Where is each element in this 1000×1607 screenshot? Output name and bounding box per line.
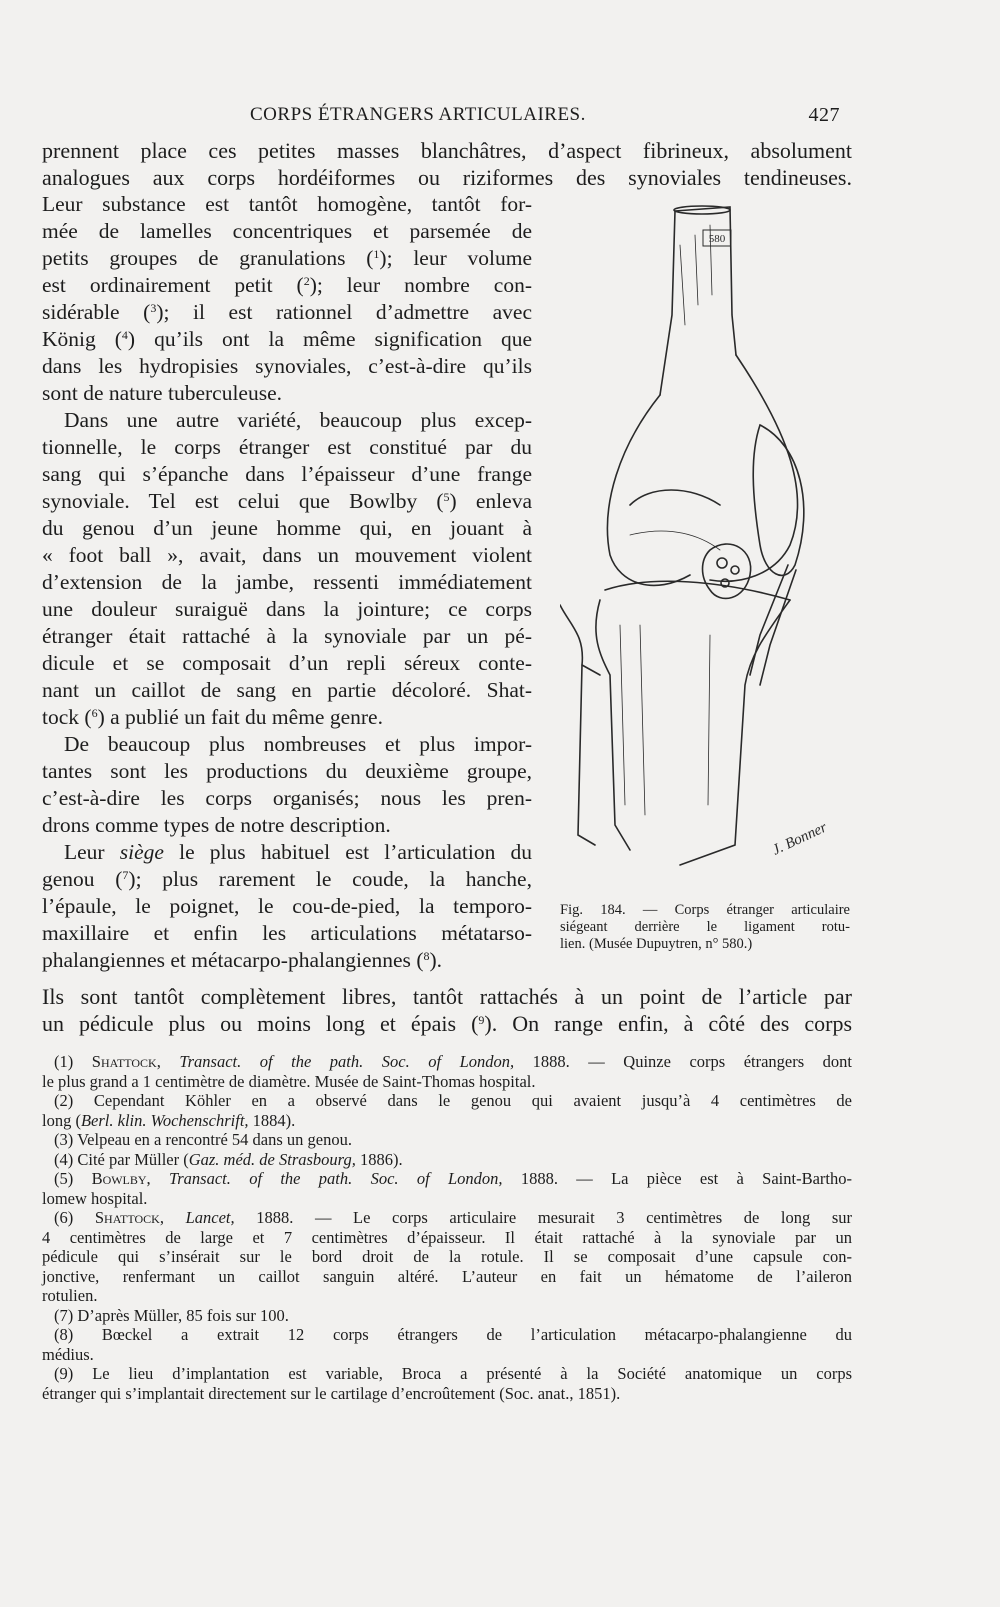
figure-caption: Fig. 184. — Corps étranger articulaire siégeant derrière le ligament rotu- lien. (Musée Dupuytren, n° 580.) <box>560 902 850 952</box>
text-line: drons comme types de notre description. <box>42 813 391 837</box>
text-line: Ils sont tantôt complètement libres, tantôt rattachés à un point de l’article par <box>42 984 852 1009</box>
text-line: nant un caillot de sang en partie décoloré. Shat- <box>42 678 532 702</box>
text-line: sidérable ($^3$); il est rationnel d’admettre avec <box>42 300 532 324</box>
text-line: Dans une autre variété, beaucoup plus excep- <box>64 408 532 432</box>
text-line: mée de lamelles concentriques et parsemée de <box>42 219 532 243</box>
footnote-line: médius. <box>42 1344 94 1364</box>
text-line: tock ($^6$) a publié un fait du même genre. <box>42 705 383 729</box>
text-line: c’est-à-dire les corps organisés; nous les pren- <box>42 786 532 810</box>
text-line: dicule et se composait d’un repli séreux conte- <box>42 651 532 675</box>
text-line: synoviale. Tel est celui que Bowlby ($^5$) enleva <box>42 489 532 513</box>
footnote-ref: 8 <box>423 949 430 963</box>
text-line: König ($^4$) qu’ils ont la même signification que <box>42 327 532 351</box>
footnote: (5) Bowlby, Transact. of the path. Soc. of London, 1888. — La pièce est à Saint-Bartho- <box>54 1169 852 1188</box>
text-line: un pédicule plus ou moins long et épais ($^9$). On range enfin, à côté des corps <box>42 1011 853 1036</box>
footnote-ref: 9 <box>478 1013 485 1027</box>
footnote-line: jonctive, renfermant un caillot sanguin altéré. L’auteur en fait un hématome de l’aileron <box>42 1266 852 1286</box>
running-header <box>250 104 840 132</box>
text-line: tantes sont les productions du deuxième groupe, <box>42 759 532 783</box>
footnote-ref: 1 <box>373 247 380 261</box>
footnote-ref: 3 <box>150 301 157 315</box>
footnote-line: le plus grand a 1 centimètre de diamètre. Musée de Saint-Thomas hospital. <box>42 1071 536 1091</box>
running-title: CORPS ÉTRANGERS ARTICULAIRES. <box>250 104 586 125</box>
text-line: Leur siège le plus habituel est l’articulation du <box>64 840 532 864</box>
text-line: l’épaule, le poignet, le cou-de-pied, la temporo- <box>42 894 532 918</box>
text-line: phalangiennes et métacarpo-phalangiennes ($^8$). <box>42 948 443 972</box>
text-line: sont de nature tuberculeuse. <box>42 381 282 405</box>
engraver-signature: J. Bonner <box>769 819 830 859</box>
text-line: analogues aux corps hordéiformes ou riziformes des synoviales tendineuses. <box>42 165 852 190</box>
footnote-line: lomew hospital. <box>42 1188 148 1208</box>
footnote: (6) Shattock, Lancet, 1888. — Le corps articulaire mesurait 3 centimètres de long sur <box>54 1208 853 1227</box>
footnote-line: rotulien. <box>42 1286 98 1305</box>
footnote: (1) Shattock, Transact. of the path. Soc. of London, 1888. — Quinze corps étrangers dont <box>54 1052 853 1071</box>
footnote-line: long (Berl. klin. Wochenschrift, 1884). <box>42 1110 296 1130</box>
text-column <box>42 191 532 974</box>
text-line: prennent place ces petites masses blanchâtres, d’aspect fibrineux, absolument <box>42 138 852 163</box>
footnote: (4) Cité par Müller (Gaz. méd. de Strasbourg, 1886). <box>54 1149 403 1169</box>
footnote-line: étranger qui s’implantait directement sur le cartilage d’encroûtement (Soc. anat., 1851). <box>42 1383 621 1403</box>
text-line: maxillaire et enfin les articulations métatarso- <box>42 921 532 945</box>
text-line: étranger était rattaché à la synoviale par un pé- <box>42 624 532 648</box>
page-number: 427 <box>808 104 840 126</box>
text-line: dans les hydropisies synoviales, c’est-à-dire qu’ils <box>42 354 532 378</box>
footnotes <box>42 1052 852 1403</box>
text-line: genou ($^7$); plus rarement le coude, la hanche, <box>42 867 532 891</box>
text-line: Leur substance est tantôt homogène, tantôt for- <box>42 192 532 216</box>
text-line: « foot ball », avait, dans un mouvement violent <box>42 543 532 567</box>
knee-joint-illustration <box>560 205 850 895</box>
text-line: une douleur suraiguë dans la jointure; ce corps <box>42 597 532 621</box>
footnote: (2) Cependant Köhler en a observé dans le genou qui avaient jusqu’à 4 centimètres de <box>54 1091 852 1110</box>
footnote-ref: 7 <box>122 868 129 882</box>
specimen-label: 580 <box>708 233 726 245</box>
text-line: est ordinairement petit ($^2$); leur nombre con- <box>42 273 532 297</box>
text-line: tionnelle, le corps étranger est constitué par du <box>42 435 532 459</box>
footnote: (8) Bœckel a extrait 12 corps étrangers de l’articulation métacarpo-phalangienne du <box>54 1325 852 1344</box>
footnote: (7) D’après Müller, 85 fois sur 100. <box>54 1305 289 1325</box>
footnote-line: 4 centimètres de large et 7 centimètres d’épaisseur. Il était rattaché à la synoviale par un <box>42 1227 852 1247</box>
footnote: (3) Velpeau en a rencontré 54 dans un genou. <box>54 1130 352 1149</box>
text-line: du genou d’un jeune homme qui, en jouant à <box>42 516 532 540</box>
footnote: (9) Le lieu d’implantation est variable, Broca a présenté à la Société anatomique un corps <box>54 1364 852 1383</box>
footnote-ref: 5 <box>443 490 450 504</box>
footnote-line: pédicule qui s’insérait sur le bord droit de la rotule. Il se composait d’une capsule con- <box>42 1247 852 1266</box>
text-line: sang qui s’épanche dans l’épaisseur d’une frange <box>42 462 532 486</box>
footnote-ref: 6 <box>91 706 98 720</box>
footnote-ref: 4 <box>121 328 128 342</box>
text-line: petits groupes de granulations ($^1$); leur volume <box>42 246 532 270</box>
text-line: De beaucoup plus nombreuses et plus impor- <box>64 732 532 756</box>
text-line: d’extension de la jambe, ressenti immédiatement <box>42 570 532 594</box>
footnote-ref: 2 <box>303 274 310 288</box>
